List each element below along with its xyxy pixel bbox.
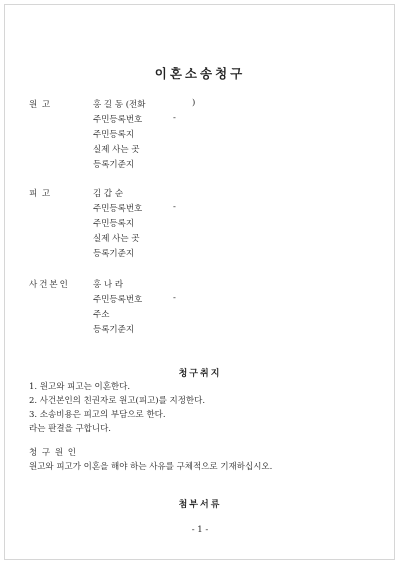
plaintiff-field: 주민등록번호 — [93, 115, 143, 125]
child-label: 사건본인 — [29, 280, 70, 290]
child-id-dash: - — [173, 293, 176, 303]
defendant-field: 주민등록번호 — [93, 204, 143, 214]
claim-item: 2. 사건본인의 친권자로 원고(피고)를 지정한다. — [29, 396, 206, 406]
attachments-heading: 첨부서류 — [178, 500, 222, 510]
plaintiff-name-close: ) — [192, 98, 196, 108]
cause-text: 원고와 피고가 이혼을 해야 하는 사유를 구체적으로 기재하십시오. — [29, 462, 273, 472]
defendant-field: 주민등록지 — [93, 219, 135, 229]
plaintiff-field: 주민등록지 — [93, 130, 135, 140]
defendant-label: 피 고 — [29, 189, 52, 199]
plaintiff-field: 등록기준지 — [93, 160, 135, 170]
defendant-field: 등록기준지 — [93, 249, 135, 259]
plaintiff-field: 실제 사는 곳 — [93, 145, 140, 155]
cause-heading: 청 구 원 인 — [29, 448, 77, 458]
claim-item: 3. 소송비용은 피고의 부담으로 한다. — [29, 410, 166, 420]
plaintiff-id-dash: - — [173, 113, 176, 123]
defendant-field: 실제 사는 곳 — [93, 234, 140, 244]
page-number: - 1 - — [191, 525, 209, 535]
claim-heading: 청구취지 — [178, 369, 222, 379]
child-field: 등록기준지 — [93, 325, 135, 335]
defendant-name: 김 갑 순 — [93, 189, 124, 199]
claim-item: 1. 원고와 피고는 이혼한다. — [29, 382, 131, 392]
plaintiff-label: 원 고 — [29, 100, 52, 110]
defendant-id-dash: - — [173, 202, 176, 212]
claim-item: 라는 판결을 구합니다. — [29, 424, 112, 434]
child-field: 주소 — [93, 310, 110, 320]
plaintiff-name: 홍 길 동 (전화 — [93, 100, 146, 110]
document-title: 이혼소송청구 — [154, 66, 246, 81]
child-name: 홍 나 라 — [93, 280, 124, 290]
child-field: 주민등록번호 — [93, 295, 143, 305]
